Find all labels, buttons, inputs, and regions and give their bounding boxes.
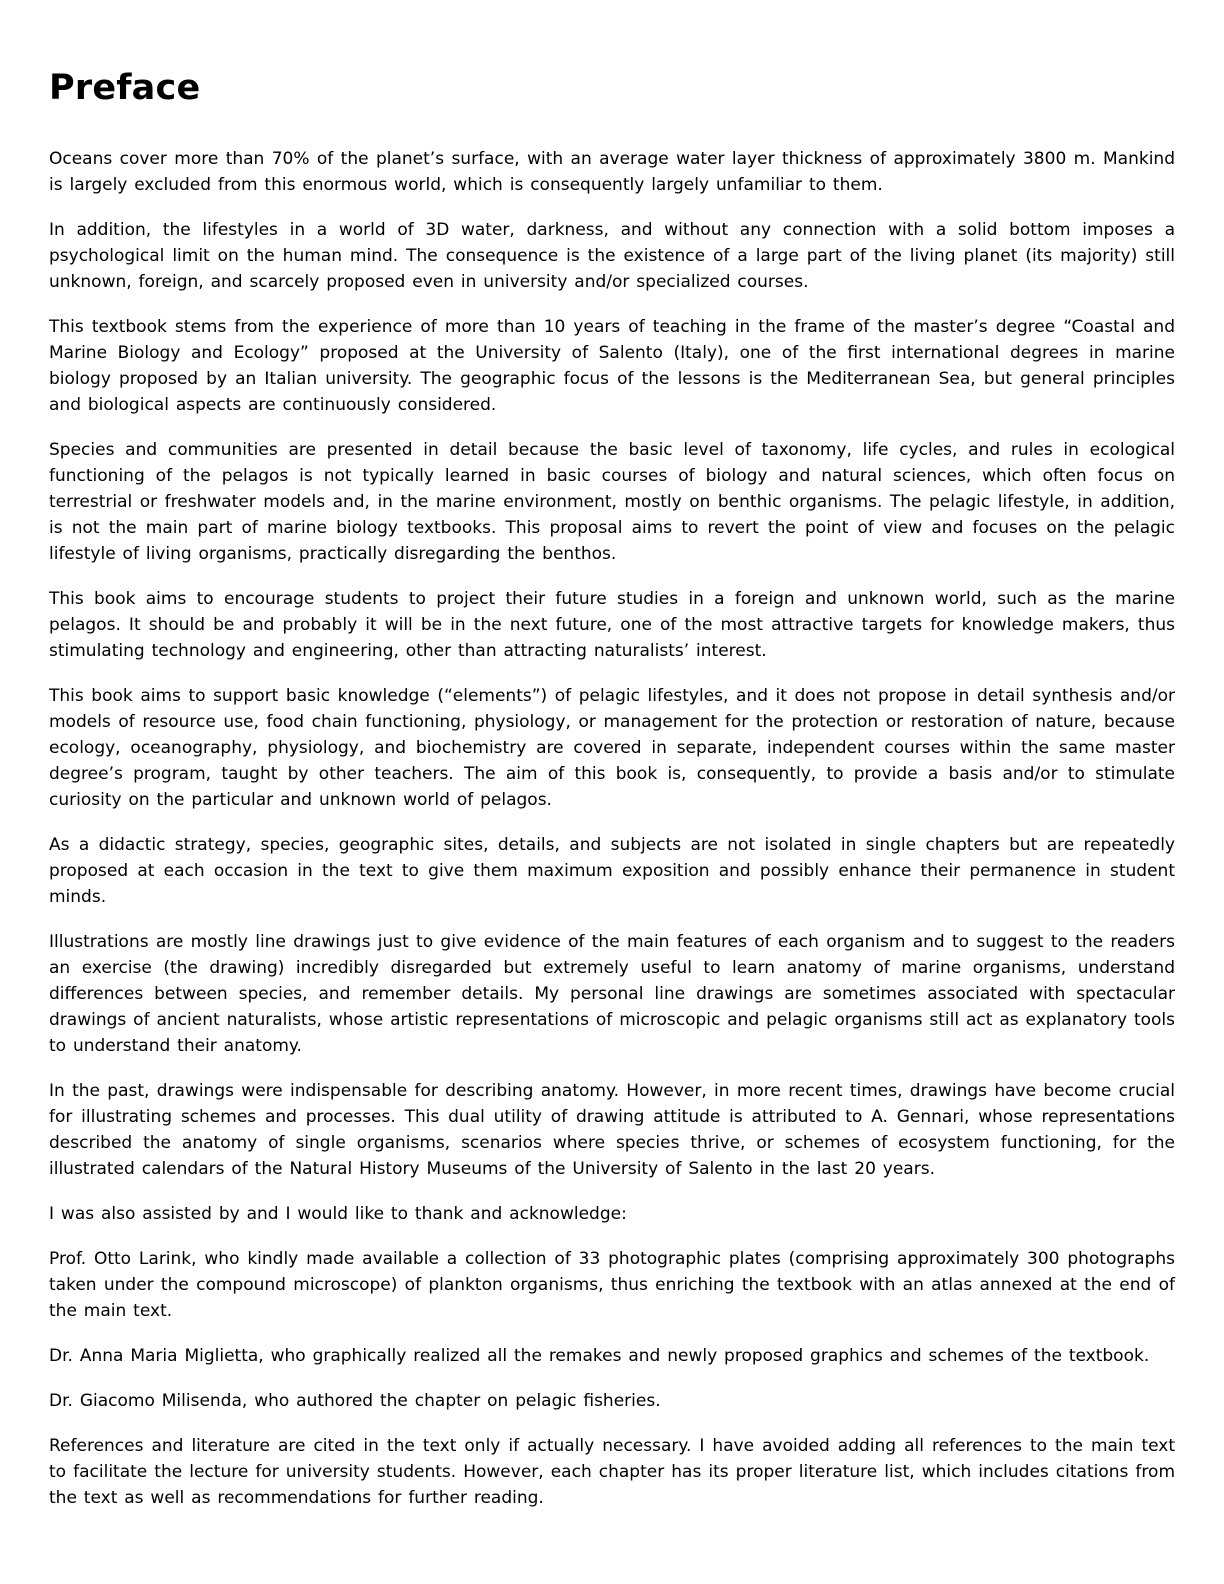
paragraph: Dr. Anna Maria Miglietta, who graphically realized all the remakes and newly proposed graphics and schemes of the textbook.: [49, 1346, 1150, 1366]
paragraph: I was also assisted by and I would like to thank and acknowledge:: [49, 1204, 627, 1224]
paragraph: This textbook stems from the experience of more than 10 years of teaching in the frame of the master’s degree “Coastal and Marine Biology and Ecology” proposed at the University of Salento (Italy), one of the first international degrees in marine biology proposed by an Italian university. The geographic focus of the lessons is the Mediterranean Sea, but general principles and biological aspects are continuously considered.: [49, 317, 1175, 415]
paragraph: This book aims to encourage students to project their future studies in a foreign and unknown world, such as the marine pelagos. It should be and probably it will be in the next future, one of the most attractive targets for knowledge makers, thus stimulating technology and engineering, other than attracting naturalists’ interest.: [49, 589, 1175, 661]
paragraph: As a didactic strategy, species, geographic sites, details, and subjects are not isolated in single chapters but are repeatedly proposed at each occasion in the text to give them maximum exposition and possibly enhance their permanence in student minds.: [49, 835, 1175, 907]
paragraph: In the past, drawings were indispensable for describing anatomy. However, in more recent times, drawings have become crucial for illustrating schemes and processes. This dual utility of drawing attitude is attributed to A. Gennari, whose representations described the anatomy of single organisms, scenarios where species thrive, or schemes of ecosystem functioning, for the illustrated calendars of the Natural History Museums of the University of Salento in the last 20 years.: [49, 1081, 1175, 1179]
paragraph: In addition, the lifestyles in a world of 3D water, darkness, and without any connection with a solid bottom imposes a psychological limit on the human mind. The consequence is the existence of a large part of the living planet (its majority) still unknown, foreign, and scarcely proposed even in university and/or specialized courses.: [49, 220, 1175, 292]
page-title: Preface: [49, 68, 201, 108]
paragraph: Oceans cover more than 70% of the planet’s surface, with an average water layer thickness of approximately 3800 m. Mankind is largely excluded from this enormous world, which is consequently largely unfamiliar to them.: [49, 149, 1175, 195]
paragraph: Dr. Giacomo Milisenda, who authored the chapter on pelagic fisheries.: [49, 1391, 661, 1411]
paragraph: This book aims to support basic knowledge (“elements”) of pelagic lifestyles, and it does not propose in detail synthesis and/or models of resource use, food chain functioning, physiology, or management for the protection or restoration of nature, because ecology, oceanography, physiology, and biochemistry are covered in separate, independent courses within the same master degree’s program, taught by other teachers. The aim of this book is, consequently, to provide a basis and/or to stimulate curiosity on the particular and unknown world of pelagos.: [49, 686, 1175, 810]
paragraph: Prof. Otto Larink, who kindly made available a collection of 33 photographic plates (comprising approximately 300 photographs taken under the compound microscope) of plankton organisms, thus enriching the textbook with an atlas annexed at the end of the main text.: [49, 1249, 1175, 1321]
paragraph: Species and communities are presented in detail because the basic level of taxonomy, life cycles, and rules in ecological functioning of the pelagos is not typically learned in basic courses of biology and natural sciences, which often focus on terrestrial or freshwater models and, in the marine environment, mostly on benthic organisms. The pelagic lifestyle, in addition, is not the main part of marine biology textbooks. This proposal aims to revert the point of view and focuses on the pelagic lifestyle of living organisms, practically disregarding the benthos.: [49, 440, 1175, 564]
paragraph: Illustrations are mostly line drawings just to give evidence of the main features of each organism and to suggest to the readers an exercise (the drawing) incredibly disregarded but extremely useful to learn anatomy of marine organisms, understand differences between species, and remember details. My personal line drawings are sometimes associated with spectacular drawings of ancient naturalists, whose artistic representations of microscopic and pelagic organisms still act as explanatory tools to understand their anatomy.: [49, 932, 1175, 1056]
paragraph: References and literature are cited in the text only if actually necessary. I have avoided adding all references to the main text to facilitate the lecture for university students. However, each chapter has its proper literature list, which includes citations from the text as well as recommendations for further reading.: [49, 1436, 1175, 1508]
